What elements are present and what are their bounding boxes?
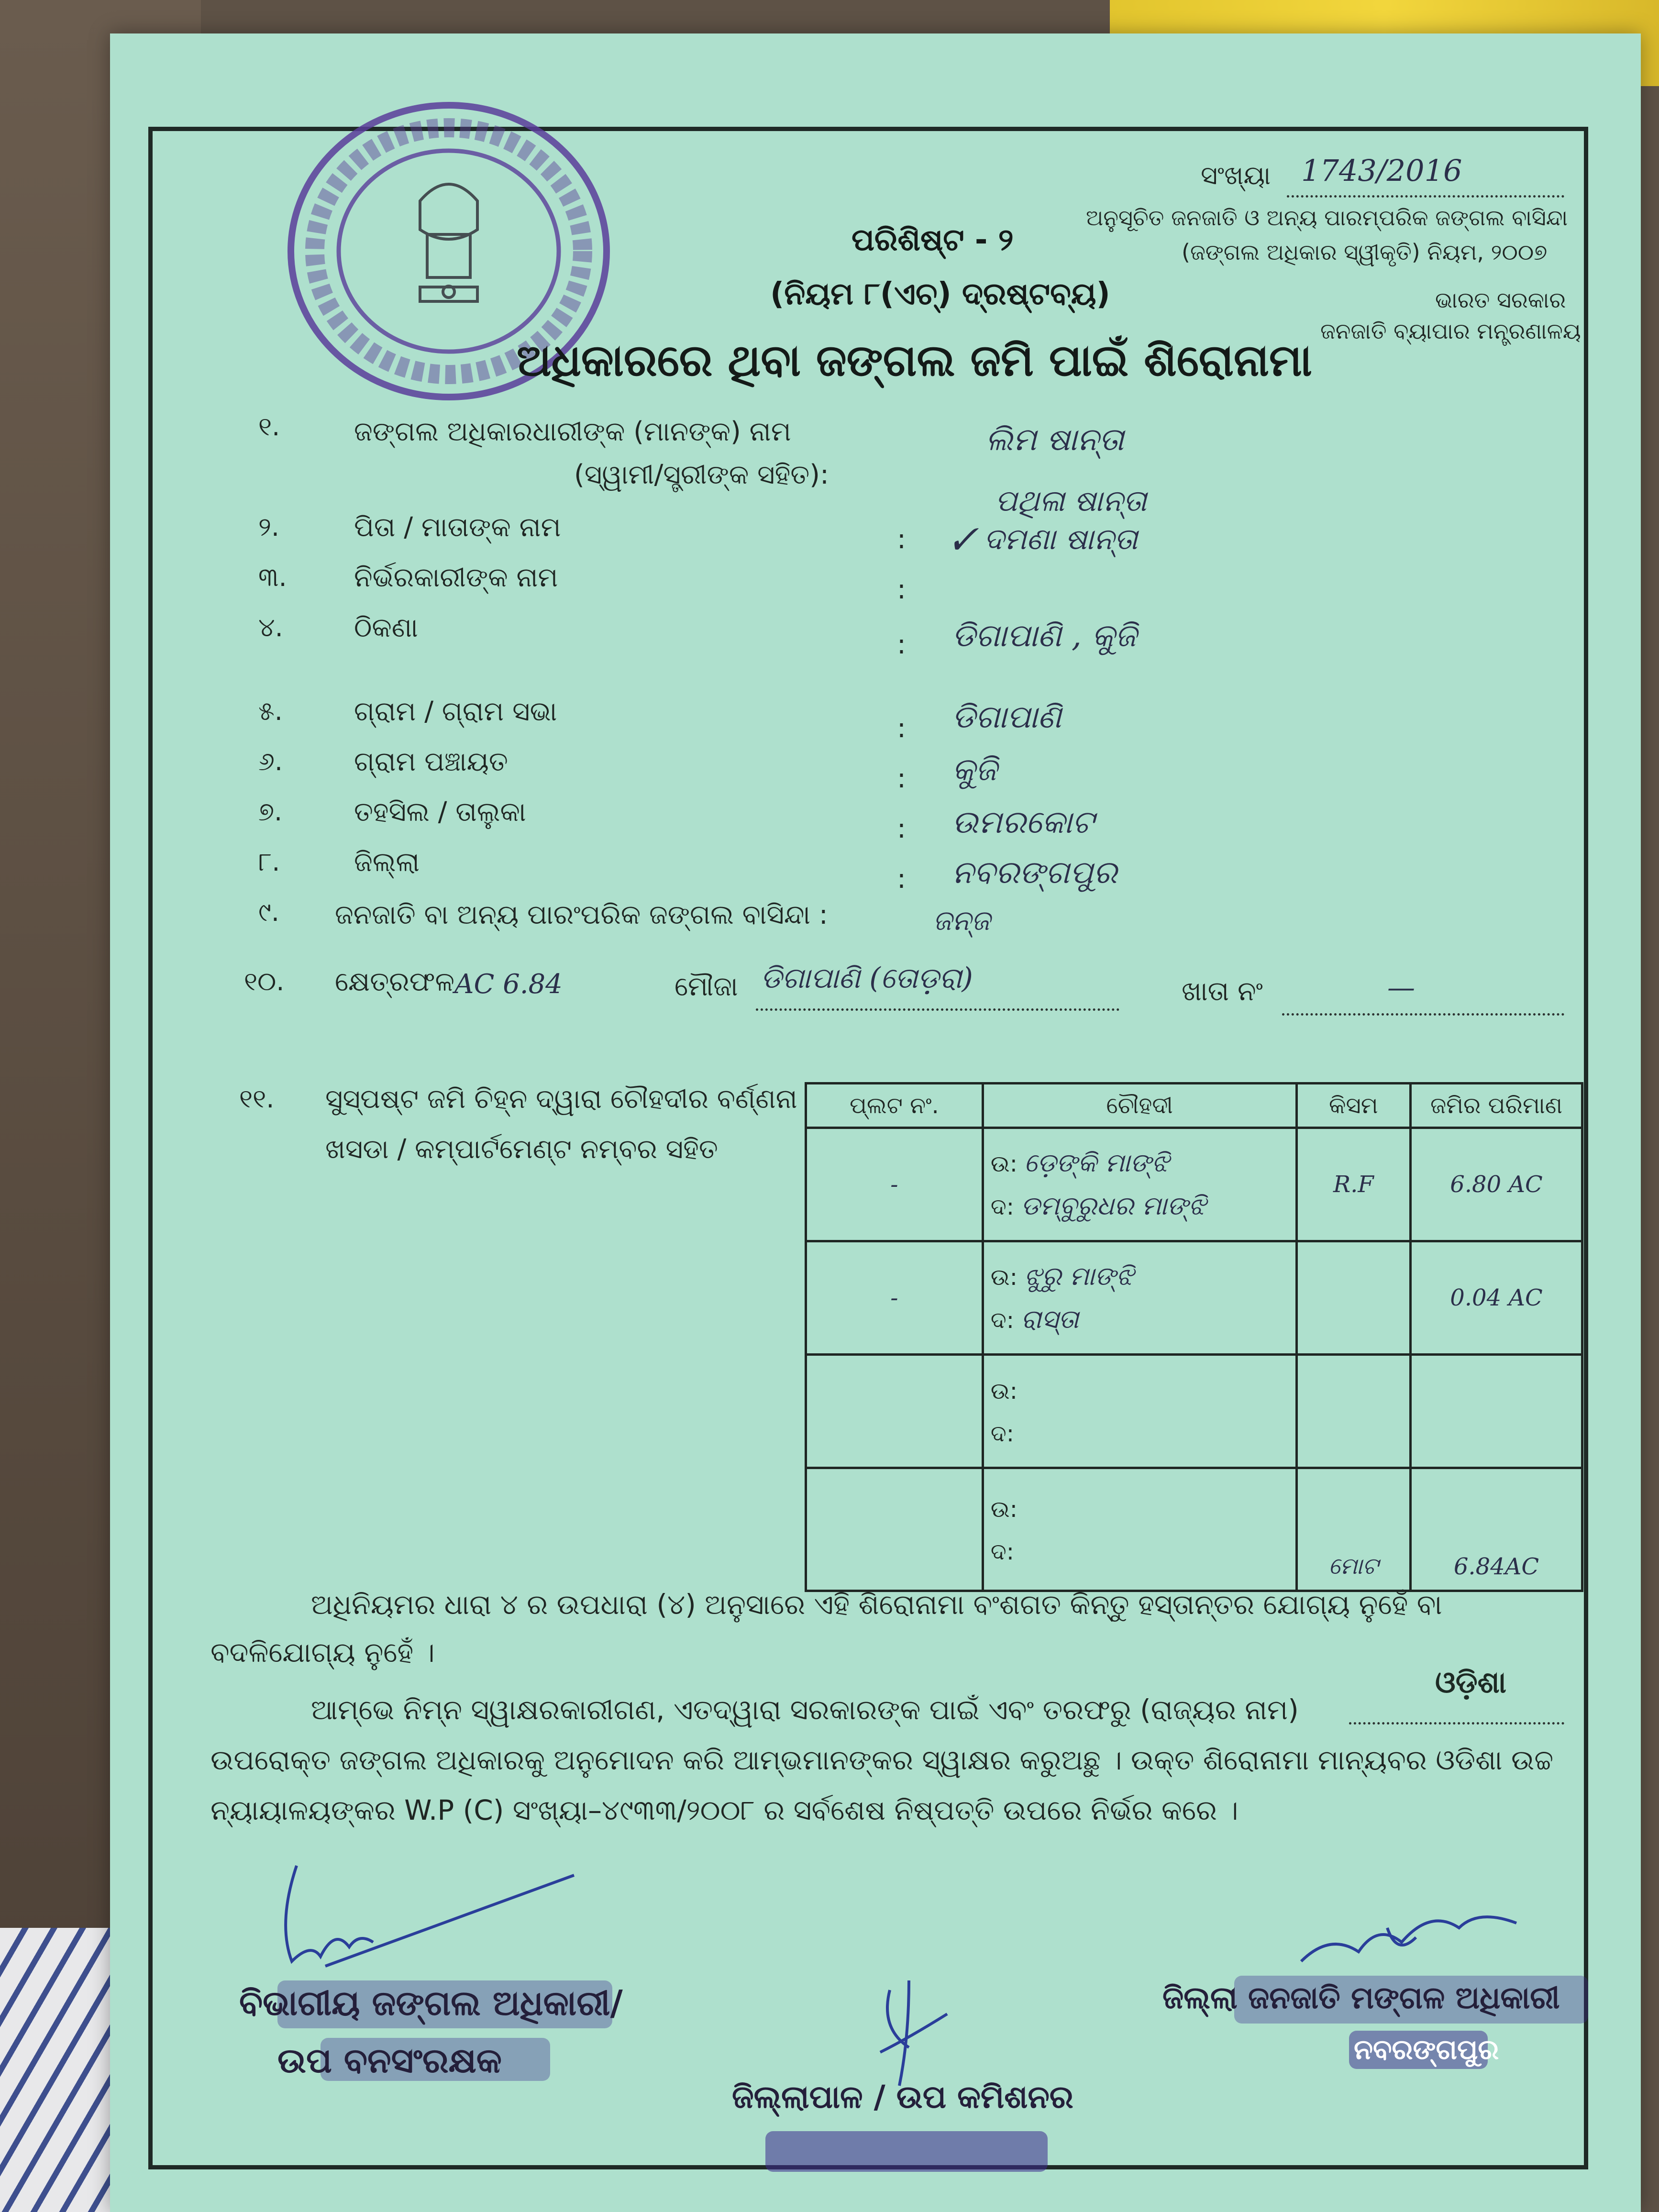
area-cell: 6.80 AC: [1411, 1128, 1582, 1241]
field-4-number: ୪.: [258, 612, 283, 642]
field-1-value: ଲିମ ଷାନ୍ତା: [985, 421, 1124, 458]
north-value: ଝୁରୁ ମାଙ୍ଝି: [1024, 1261, 1134, 1291]
total-area-cell: 6.84AC: [1411, 1468, 1582, 1591]
field-6-colon: :: [897, 763, 906, 794]
field-8-label: ଜିଲ୍ଲା: [354, 847, 420, 878]
plot-no-cell: -: [806, 1241, 983, 1355]
field-2-label: ପିତା / ମାତାଙ୍କ ନାମ: [354, 512, 561, 543]
col-header-land-area: ଜମିର ପରିମାଣ: [1411, 1084, 1582, 1128]
act-line-2: (ଜଙ୍ଗଲ ଅଧିକାର ସ୍ୱୀକୃତି) ନିୟମ, ୨୦୦୭: [1182, 239, 1548, 265]
appendix-label: ପରିଶିଷ୍ଟ - ୨: [852, 222, 1014, 258]
field-6-value: କୁଜି: [952, 751, 997, 788]
table-row: [806, 1128, 1582, 1241]
field-6-number: ୬.: [258, 746, 283, 776]
signatory-right-line-1: ଜିଲ୍ଲା ଜନଜାତି ମଙ୍ଗଳ ଅଧିକାରୀ: [1162, 1980, 1560, 2016]
field-7-value: ଉମରକୋଟ: [952, 804, 1094, 841]
stamp-blot-center: [765, 2131, 1048, 2172]
khata-underline: [1282, 1013, 1564, 1016]
field-5-label: ଗ୍ରାମ / ଗ୍ରାମ ସଭା: [354, 696, 557, 727]
kisam-cell: [1296, 1241, 1410, 1355]
paragraph-2-line-3: ନ୍ୟାୟାଳୟଙ୍କର W.P (C) ସଂଖ୍ୟା–୪୯୩୩/୨୦୦୮ ର ସର୍ବଶେଷ ନିଷ୍ପତ୍ତି ଉପରେ ନିର୍ଭର କରେ ।: [210, 1794, 1239, 1826]
emblem-icon: [420, 184, 477, 301]
field-1-label: ଜଙ୍ଗଲ ଅଧିକାରଧାରୀଙ୍କ (ମାନଙ୍କ) ନାମ: [354, 416, 791, 447]
total-label-cell: ମୋଟ: [1296, 1468, 1410, 1591]
field-9-label: ଜନଜାତି ବା ଅନ୍ୟ ପାରଂପରିକ ଜଙ୍ଗଲ ବାସିନ୍ଦା :: [335, 899, 828, 930]
mouza-label: ମୌଜା: [675, 971, 738, 1002]
signatory-left-line-2: ଉପ ବନସଂରକ୍ଷକ: [277, 2040, 502, 2080]
paragraph-2-line-2: ଉପରୋକ୍ତ ଜଙ୍ଗଲ ଅଧିକାରକୁ ଅନୁମୋଦନ କରି ଆମ୍ଭମାନଙ୍କର ସ୍ୱାକ୍ଷର କରୁଅଛୁ । ଉକ୍ତ ଶିରୋନାମା ମାନ୍ୟବର ଓଡିଶା ଉଚ୍ଚ: [210, 1744, 1554, 1776]
field-2-value: ✓ ଦମଣା ଷାନ୍ତା: [952, 521, 1138, 556]
north-label: ଉ:: [990, 1150, 1018, 1177]
paragraph-2-line-1: ଆମ୍ଭେ ନିମ୍ନ ସ୍ୱାକ୍ଷରକାରୀଗଣ, ଏତଦ୍ୱାରା ସରକାରଙ୍କ ପାଇଁ ଏବଂ ତରଫରୁ (ରାଜ୍ୟର ନାମ): [311, 1693, 1299, 1726]
boundary-cell: [983, 1355, 1296, 1468]
signatory-right-line-2: ନବରଙ୍ଗପୁର: [1354, 2033, 1499, 2066]
field-1-number: ୧.: [258, 411, 280, 442]
table-row: [806, 1355, 1582, 1468]
serial-label: ସଂଖ୍ୟା: [1201, 160, 1271, 190]
col-header-kisam: କିସମ: [1296, 1084, 1410, 1128]
kisam-cell: R.F: [1296, 1128, 1410, 1241]
field-4-value: ଡିଗାପାଣି , କୁଜି: [952, 617, 1137, 654]
field-7-colon: :: [897, 813, 906, 844]
field-1-value-2: ପଥିଳା ଷାନ୍ତା: [995, 483, 1147, 518]
boundary-table: [805, 1082, 1583, 1592]
field-5-value: ଡିଗାପାଣି: [952, 698, 1062, 735]
table-header-row: [806, 1084, 1582, 1128]
paragraph-1-line-1: ଅଧିନିୟମର ଧାରା ୪ ର ଉପଧାରା (୪) ଅନୁସାରେ ଏହି ଶିରୋନାମା ବଂଶଗତ କିନ୍ତୁ ହସ୍ତାନ୍ତର ଯୋଗ୍ୟ ନୁହେଁ ବା: [311, 1588, 1442, 1621]
north-label: ଉ:: [990, 1378, 1018, 1405]
mouza-underline: [756, 1008, 1119, 1011]
field-3-number: ୩.: [258, 562, 287, 592]
field-10-number: ୧୦.: [244, 966, 285, 996]
khata-value: —: [1387, 971, 1415, 1004]
boundary-label-line-2: ଖସଡା / କମ୍ପାର୍ଟମେଣ୍ଟ ନମ୍ବର ସହିତ: [325, 1134, 718, 1165]
field-1-label-2: (ସ୍ୱାମୀ/ସ୍ତ୍ରୀଙ୍କ ସହିତ):: [574, 459, 829, 490]
field-6-label: ଗ୍ରାମ ପଞ୍ଚାୟତ: [354, 746, 508, 777]
plot-no-cell: -: [806, 1128, 983, 1241]
field-8-value: ନବରଙ୍ଗପୁର: [952, 854, 1117, 891]
act-line-1: ଅନୁସୂଚିତ ଜନଜାତି ଓ ଅନ୍ୟ ପାରମ୍ପରିକ ଜଙ୍ଗଲ ବାସିନ୍ଦା: [1086, 205, 1568, 231]
table-row: [806, 1241, 1582, 1355]
field-8-colon: :: [897, 863, 906, 895]
field-2-colon: :: [897, 524, 906, 555]
area-label: କ୍ଷେତ୍ରଫଳ: [335, 966, 454, 997]
field-5-number: ୫.: [258, 696, 283, 726]
col-header-plot-no: ପ୍ଲଟ ନଂ.: [806, 1084, 983, 1128]
boundary-label-line-1: ସୁସ୍ପଷ୍ଟ ଜମି ଚିହ୍ନ ଦ୍ୱାରା ଚୌହଦୀର ବର୍ଣ୍ଣନା: [325, 1084, 797, 1115]
south-label: ଦ:: [990, 1194, 1014, 1220]
south-label: ଦ:: [990, 1307, 1014, 1334]
area-cell: [1411, 1355, 1582, 1468]
field-4-colon: :: [897, 629, 906, 660]
field-9-value: ଜନ୍ଜ: [933, 904, 991, 937]
serial-number: 1743/2016: [1301, 153, 1462, 188]
plot-no-cell: [806, 1468, 983, 1591]
field-3-colon: :: [897, 574, 906, 605]
north-value: ଡ଼େଙ୍କି ମାଙ୍ଝି: [1024, 1148, 1169, 1178]
plot-no-cell: [806, 1355, 983, 1468]
field-7-number: ୭.: [258, 796, 283, 827]
south-label: ଦ:: [990, 1538, 1014, 1565]
signature-left: [239, 1856, 603, 2000]
boundary-cell: [983, 1241, 1296, 1355]
south-value: ରାସ୍ତା: [1020, 1304, 1079, 1334]
kisam-cell: [1296, 1355, 1410, 1468]
act-line-4: ଜନଜାତି ବ୍ୟାପାର ମନ୍ତ୍ରଣାଳୟ: [1320, 318, 1581, 344]
document-title: ଅଧିକାରରେ ଥିବା ଜଙ୍ଗଲ ଜମି ପାଇଁ ଶିରୋନାମା: [517, 335, 1312, 386]
field-3-label: ନିର୍ଭରକାରୀଙ୍କ ନାମ: [354, 562, 558, 593]
south-label: ଦ:: [990, 1420, 1014, 1447]
background-striped-cloth: [0, 1928, 110, 2212]
field-9-number: ୯.: [258, 897, 280, 927]
area-value: AC 6.84: [454, 969, 563, 1000]
signatory-center: ଜିଲ୍ଲାପାଳ / ଉପ କମିଶନର: [732, 2079, 1073, 2115]
signatory-left-line-1: ବିଭାଗୀୟ ଜଙ୍ଗଲ ଅଧିକାରୀ/: [239, 1983, 623, 2023]
paragraph-1-line-2: ବଦଳିଯୋଗ୍ୟ ନୁହେଁ ।: [210, 1636, 435, 1669]
south-value: ଡମ୍ବୁରୁଧର ମାଙ୍ଝି: [1020, 1191, 1206, 1221]
area-cell: 0.04 AC: [1411, 1241, 1582, 1355]
rule-reference: (ନିୟମ ୮(ଏଚ୍) ଦ୍ରଷ୍ଟବ୍ୟ): [770, 276, 1110, 312]
field-7-label: ତହସିଲ / ତାଲୁକା: [354, 796, 526, 828]
field-2-number: ୨.: [258, 512, 280, 542]
north-label: ଉ:: [990, 1264, 1018, 1291]
act-line-3: ଭାରତ ସରକାର: [1435, 287, 1566, 313]
boundary-cell: [983, 1128, 1296, 1241]
field-8-number: ୮.: [258, 847, 280, 877]
mouza-value: ଡିଗାପାଣି (ତୋଡ଼ରା): [761, 962, 973, 995]
boundary-cell: [983, 1468, 1296, 1591]
signature-right: [1292, 1909, 1540, 1985]
table-row: [806, 1468, 1582, 1591]
state-underline: [1349, 1722, 1564, 1725]
field-5-colon: :: [897, 713, 906, 744]
khata-label: ଖାତା ନଂ: [1182, 976, 1263, 1007]
field-11-number: ୧୧.: [239, 1084, 275, 1114]
field-4-label: ଠିକଣା: [354, 612, 418, 643]
north-label: ଉ:: [990, 1496, 1018, 1523]
state-name: ଓଡ଼ିଶା: [1435, 1665, 1506, 1700]
serial-underline: [1287, 195, 1564, 198]
col-header-boundary: ଚୌହଦୀ: [983, 1084, 1296, 1128]
